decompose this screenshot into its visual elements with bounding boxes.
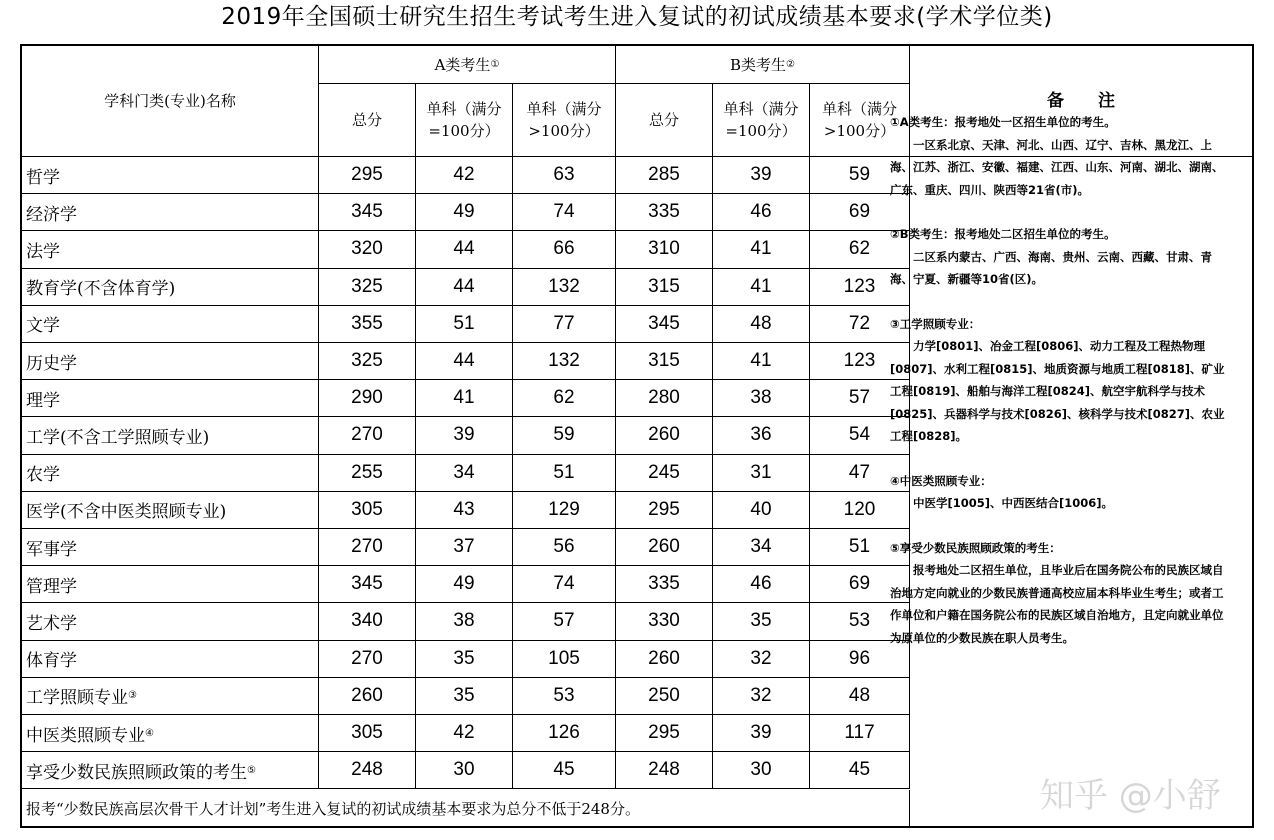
cell-a-single-over: 77: [513, 306, 616, 343]
row-name: [22, 529, 319, 566]
cell-b-total: 295: [616, 492, 713, 529]
footer-note: 报考“少数民族高层次骨干人才计划”考生进入复试的初试成绩基本要求为总分不低于248分。: [22, 790, 910, 826]
cell-a-single-over: 74: [513, 194, 616, 231]
cell-a-total: 345: [319, 566, 416, 603]
cell-a-single-over: 132: [513, 343, 616, 380]
row-name: [22, 157, 319, 194]
cell-a-total: 355: [319, 306, 416, 343]
note-3-body: 力学[0801]、冶金工程[0806]、动力工程及工程热物理[0807]、水利工程[0815]、地质资源与地质工程[0818]、矿业工程[0819]、船舶与海洋工程[0824]、航空宇航科学与技术[0825]、兵器科学与技术[0826]、核科学与技术[0827]、农业工程[0828]。: [890, 339, 1225, 443]
cell-a-single-over: 129: [513, 492, 616, 529]
cell-b-single-over: 123: [810, 343, 910, 380]
cell-b-total: 315: [616, 343, 713, 380]
header-group-b: [616, 46, 910, 84]
cell-a-single100: 51: [416, 306, 513, 343]
cell-a-total: 248: [319, 752, 416, 789]
cell-b-total: 335: [616, 194, 713, 231]
cell-b-total: 250: [616, 678, 713, 715]
row-name: [22, 678, 319, 715]
row-name: [22, 603, 319, 640]
cell-a-total: 255: [319, 455, 416, 492]
cell-b-single-over: 59: [810, 157, 910, 194]
row-name: [22, 343, 319, 380]
header-a-total: 总分: [319, 84, 416, 157]
cell-b-single-over: 123: [810, 269, 910, 306]
cell-b-total: 260: [616, 529, 713, 566]
cell-b-total: 295: [616, 715, 713, 752]
note-2-body: 二区系内蒙古、广西、海南、贵州、云南、西藏、甘肃、青海、宁夏、新疆等10省(区)。: [890, 249, 1212, 286]
cell-a-total: 305: [319, 715, 416, 752]
note-1-head: ①A类考生：报考地处一区招生单位的考生。: [890, 115, 1116, 129]
cell-b-single-over: 47: [810, 455, 910, 492]
row-name-label: 工学照顾专业: [26, 688, 128, 709]
header-b-single100: 单科（满分=100分）: [713, 84, 810, 157]
cell-b-total: 310: [616, 231, 713, 268]
row-name: [22, 566, 319, 603]
cell-a-single100: 44: [416, 343, 513, 380]
cell-b-total: 335: [616, 566, 713, 603]
note-4-head: ④中医类照顾专业：: [890, 473, 992, 488]
row-name-label: 享受少数民族照顾政策的考生: [26, 762, 247, 783]
cell-a-total: 295: [319, 157, 416, 194]
cell-a-single-over: 74: [513, 566, 616, 603]
cell-b-single100: 38: [713, 380, 810, 417]
note-1-body: 一区系北京、天津、河北、山西、辽宁、吉林、黑龙江、上海、江苏、浙江、安徽、福建、江西、山东、河南、湖北、湖南、广东、重庆、四川、陕西等21省(市)。: [890, 137, 1224, 197]
cell-b-total: 280: [616, 380, 713, 417]
cell-a-single-over: 56: [513, 529, 616, 566]
cell-a-single100: 41: [416, 380, 513, 417]
cell-a-single100: 34: [416, 455, 513, 492]
watermark: 知乎 @小舒: [1040, 776, 1221, 816]
cell-a-single-over: 51: [513, 455, 616, 492]
cell-a-single100: 30: [416, 752, 513, 789]
cell-a-single-over: 57: [513, 603, 616, 640]
cell-b-single100: 46: [713, 194, 810, 231]
row-name-label: 教育学(不含体育学): [26, 279, 176, 300]
cell-a-total: 290: [319, 380, 416, 417]
row-name-label: 农学: [26, 465, 60, 486]
row-name: [22, 417, 319, 454]
cell-a-single100: 42: [416, 157, 513, 194]
cell-a-total: 340: [319, 603, 416, 640]
cell-b-single-over: 69: [810, 566, 910, 603]
cell-b-single100: 39: [713, 715, 810, 752]
cell-b-single100: 46: [713, 566, 810, 603]
cell-a-single-over: 59: [513, 417, 616, 454]
cell-b-total: 345: [616, 306, 713, 343]
row-name: [22, 641, 319, 678]
cell-b-single-over: 117: [810, 715, 910, 752]
cell-b-single-over: 54: [810, 417, 910, 454]
cell-a-single100: 44: [416, 269, 513, 306]
cell-b-single100: 36: [713, 417, 810, 454]
row-name: [22, 269, 319, 306]
cell-a-single-over: 126: [513, 715, 616, 752]
cell-a-single100: 35: [416, 678, 513, 715]
row-name-label: 军事学: [26, 539, 77, 560]
page-title: 2019年全国硕士研究生招生考试考生进入复试的初试成绩基本要求(学术学位类): [221, 4, 1053, 30]
header-b-total: 总分: [616, 84, 713, 157]
cell-b-single-over: 62: [810, 231, 910, 268]
cell-a-single100: 37: [416, 529, 513, 566]
cell-b-total: 285: [616, 157, 713, 194]
cell-b-total: 245: [616, 455, 713, 492]
cell-b-single-over: 48: [810, 678, 910, 715]
cell-b-single100: 41: [713, 269, 810, 306]
header-a-single-over: 单科（满分>100分）: [513, 84, 616, 157]
cell-b-total: 330: [616, 603, 713, 640]
cell-a-single100: 39: [416, 417, 513, 454]
cell-a-total: 345: [319, 194, 416, 231]
row-name-label: 管理学: [26, 576, 77, 597]
row-name: [22, 455, 319, 492]
cell-b-single100: 40: [713, 492, 810, 529]
cell-b-single-over: 69: [810, 194, 910, 231]
row-name-label: 法学: [26, 241, 60, 262]
cell-a-total: 270: [319, 417, 416, 454]
cell-a-single100: 49: [416, 566, 513, 603]
note-5-body: 报考地处二区招生单位，且毕业后在国务院公布的民族区域自治地方定向就业的少数民族普通高校应届本科毕业生考生；或者工作单位和户籍在国务院公布的民族区域自治地方，且定向就业单位为原单位的少数民族在职人员考生。: [890, 563, 1224, 645]
cell-b-total: 260: [616, 641, 713, 678]
cell-b-single-over: 96: [810, 641, 910, 678]
cell-b-single100: 31: [713, 455, 810, 492]
cell-a-single100: 42: [416, 715, 513, 752]
cell-a-single100: 49: [416, 194, 513, 231]
cell-b-single100: 41: [713, 343, 810, 380]
header-group-a-label: A类考生: [434, 55, 491, 74]
cell-a-single-over: 45: [513, 752, 616, 789]
cell-b-single-over: 72: [810, 306, 910, 343]
cell-a-single-over: 63: [513, 157, 616, 194]
row-name-label: 历史学: [26, 353, 77, 374]
cell-a-single100: 44: [416, 231, 513, 268]
cell-b-single100: 32: [713, 641, 810, 678]
cell-b-single100: 30: [713, 752, 810, 789]
cell-a-total: 270: [319, 529, 416, 566]
row-name-mark: ④: [145, 727, 154, 739]
row-name-label: 经济学: [26, 204, 77, 225]
row-name-label: 工学(不含工学照顾专业): [26, 427, 210, 448]
header-group-a-mark: ①: [490, 58, 500, 70]
cell-b-total: 315: [616, 269, 713, 306]
row-name-label: 文学: [26, 316, 60, 337]
row-name-label: 理学: [26, 390, 60, 411]
cell-b-single-over: 51: [810, 529, 910, 566]
cell-b-single-over: 120: [810, 492, 910, 529]
row-name: [22, 380, 319, 417]
cell-a-total: 320: [319, 231, 416, 268]
cell-a-single100: 35: [416, 641, 513, 678]
cell-a-single-over: 53: [513, 678, 616, 715]
row-name: [22, 492, 319, 529]
cell-a-single-over: 132: [513, 269, 616, 306]
remarks-notes: [890, 111, 1230, 751]
cell-a-total: 305: [319, 492, 416, 529]
cell-b-single100: 35: [713, 603, 810, 640]
cell-a-single100: 43: [416, 492, 513, 529]
note-5-head: ⑤享受少数民族照顾政策的考生：: [890, 540, 1061, 555]
cell-b-single100: 32: [713, 678, 810, 715]
row-name: [22, 194, 319, 231]
header-group-b-mark: ②: [786, 58, 795, 70]
row-name: [22, 231, 319, 268]
header-remarks: 备 注: [910, 46, 1252, 157]
cell-a-total: 325: [319, 269, 416, 306]
header-group-a: [319, 46, 616, 84]
note-4-body: 中医学[1005]、中西医结合[1006]。: [913, 496, 1114, 510]
cell-b-single100: 34: [713, 529, 810, 566]
cell-b-total: 248: [616, 752, 713, 789]
row-name-mark: ③: [128, 690, 137, 702]
header-group-b-label: B类考生: [730, 55, 787, 74]
cell-b-total: 260: [616, 417, 713, 454]
cell-b-single-over: 53: [810, 603, 910, 640]
row-name: [22, 306, 319, 343]
header-b-single-over: 单科（满分>100分）: [810, 84, 910, 157]
cell-a-total: 270: [319, 641, 416, 678]
cell-a-single-over: 62: [513, 380, 616, 417]
note-3-head: ③工学照顾专业：: [890, 316, 981, 331]
row-name: [22, 715, 319, 752]
row-name-label: 医学(不含中医类照顾专业): [26, 502, 227, 523]
note-2-head: ②B类考生：报考地处二区招生单位的考生。: [890, 227, 1116, 241]
cell-b-single-over: 57: [810, 380, 910, 417]
cell-a-total: 260: [319, 678, 416, 715]
header-a-single100: 单科（满分=100分）: [416, 84, 513, 157]
cell-a-total: 325: [319, 343, 416, 380]
row-name: [22, 752, 319, 789]
cell-b-single100: 41: [713, 231, 810, 268]
row-name-mark: ⑤: [247, 764, 256, 776]
cell-a-single-over: 105: [513, 641, 616, 678]
cell-a-single-over: 66: [513, 231, 616, 268]
cell-a-single100: 38: [416, 603, 513, 640]
row-name-label: 中医类照顾专业: [26, 725, 145, 746]
row-name-label: 艺术学: [26, 613, 77, 634]
row-name-label: 哲学: [26, 167, 60, 188]
cell-b-single-over: 45: [810, 752, 910, 789]
cell-b-single100: 48: [713, 306, 810, 343]
header-category: 学科门类(专业)名称: [22, 46, 319, 157]
cell-b-single100: 39: [713, 157, 810, 194]
row-name-label: 体育学: [26, 651, 77, 672]
